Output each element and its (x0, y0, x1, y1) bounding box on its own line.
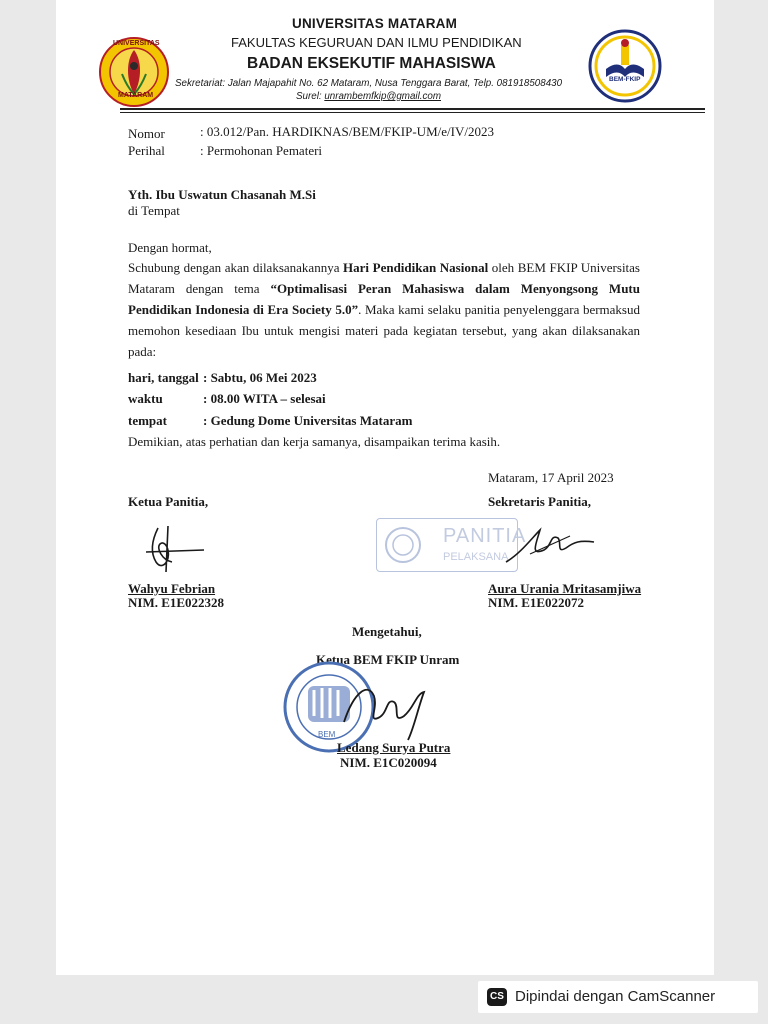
event-theme: “Optimalisasi Peran Mahasiswa dalam Menyongsong Mutu Pendidikan Indonesia di Era Society 5.0” (128, 281, 640, 317)
center-signature-icon (334, 672, 434, 744)
nomor-value: : 03.012/Pan. HARDIKNAS/BEM/FKIP-UM/e/IV/2023 (200, 124, 494, 139)
letterhead-divider-thin (120, 112, 705, 113)
perihal-label: Perihal (128, 143, 165, 158)
letterhead-email-line (296, 91, 441, 102)
center-signatory-name: Ledang Surya Putra (337, 740, 451, 755)
center-signatory-nim: NIM. E1C020094 (340, 755, 437, 770)
letterhead-organization: BADAN EKSEKUTIF MAHASISWA (247, 55, 496, 72)
letterhead-university: UNIVERSITAS MATARAM (292, 16, 458, 31)
center-signatory-title: Ketua BEM FKIP Unram (316, 652, 460, 667)
left-signatory-nim: NIM. E1E022328 (128, 595, 225, 610)
body-paragraph (128, 257, 640, 362)
university-logo-label-top: UNIVERSITAS (113, 40, 160, 47)
schedule-place-value: : Gedung Dome Universitas Mataram (203, 413, 413, 428)
left-signatory-name: Wahyu Febrian (128, 581, 216, 596)
stamp-text-primary: PANITIA (443, 525, 527, 547)
university-logo-label-bottom: MATARAM (118, 92, 154, 99)
bem-logo-label: BEM-FKIP (609, 76, 641, 83)
letterhead-faculty: FAKULTAS KEGURUAN DAN ILMU PENDIDIKAN (231, 35, 522, 50)
letter-date: Mataram, 17 April 2023 (488, 470, 614, 485)
stamp-text-secondary: PELAKSANA (443, 551, 509, 563)
scanner-watermark-text: Dipindai dengan CamScanner (515, 988, 716, 1005)
left-signature-icon (138, 522, 208, 574)
right-signatory-title: Sekretaris Panitia, (488, 494, 592, 509)
body-text-intro: Schubung dengan akan dilaksanakannya (128, 260, 344, 275)
acknowledge-label: Mengetahui, (352, 624, 422, 639)
right-signatory-nim: NIM. E1E022072 (488, 595, 585, 610)
schedule-day-label: hari, tanggal (128, 370, 199, 385)
body-text-mid: oleh BEM FKIP Universitas Mataram dengan tema (128, 260, 640, 296)
letterhead-divider-thick (120, 108, 705, 110)
schedule-time-label: waktu (128, 391, 163, 406)
letterhead-email-label: Surel: (296, 91, 322, 102)
schedule-day-value: : Sabtu, 06 Mei 2023 (203, 370, 317, 385)
left-signatory-title: Ketua Panitia, (128, 494, 209, 509)
committee-stamp (376, 518, 527, 572)
bem-fkip-logo-icon (588, 29, 662, 103)
scanner-watermark (478, 981, 758, 1013)
perihal-value: : Permohonan Pemateri (200, 143, 323, 158)
camscanner-logo-icon: CS (487, 988, 507, 1006)
schedule-place-label: tempat (128, 413, 167, 428)
body-text-end: . Maka kami selaku panitia penyelenggara bermaksud memohon kesediaan Ibu untuk mengisi materi pada kegiatan tersebut, yang akan dilaksanakan pada: (128, 302, 640, 359)
nomor-label: Nomor (128, 126, 165, 141)
recipient-place: di Tempat (128, 203, 180, 218)
bem-stamp-label: BEM (318, 730, 336, 739)
event-name: Hari Pendidikan Nasional (343, 260, 489, 275)
closing-sentence: Demikian, atas perhatian dan kerja samanya, disampaikan terima kasih. (128, 434, 501, 449)
right-signature-icon (500, 524, 600, 568)
stamp-emblem-icon (383, 525, 423, 565)
recipient-name: Yth. Ibu Uswatun Chasanah M.Si (128, 187, 316, 202)
schedule-time-value: : 08.00 WITA – selesai (203, 391, 326, 406)
right-signatory-name: Aura Urania Mritasamjiwa (488, 581, 642, 596)
greeting: Dengan hormat, (128, 240, 212, 255)
letterhead-address: Sekretariat: Jalan Majapahit No. 62 Mataram, Nusa Tenggara Barat, Telp. 081918508430 (175, 78, 563, 89)
letterhead-email-link[interactable]: unrambemfkip@gmail.com (324, 91, 441, 102)
